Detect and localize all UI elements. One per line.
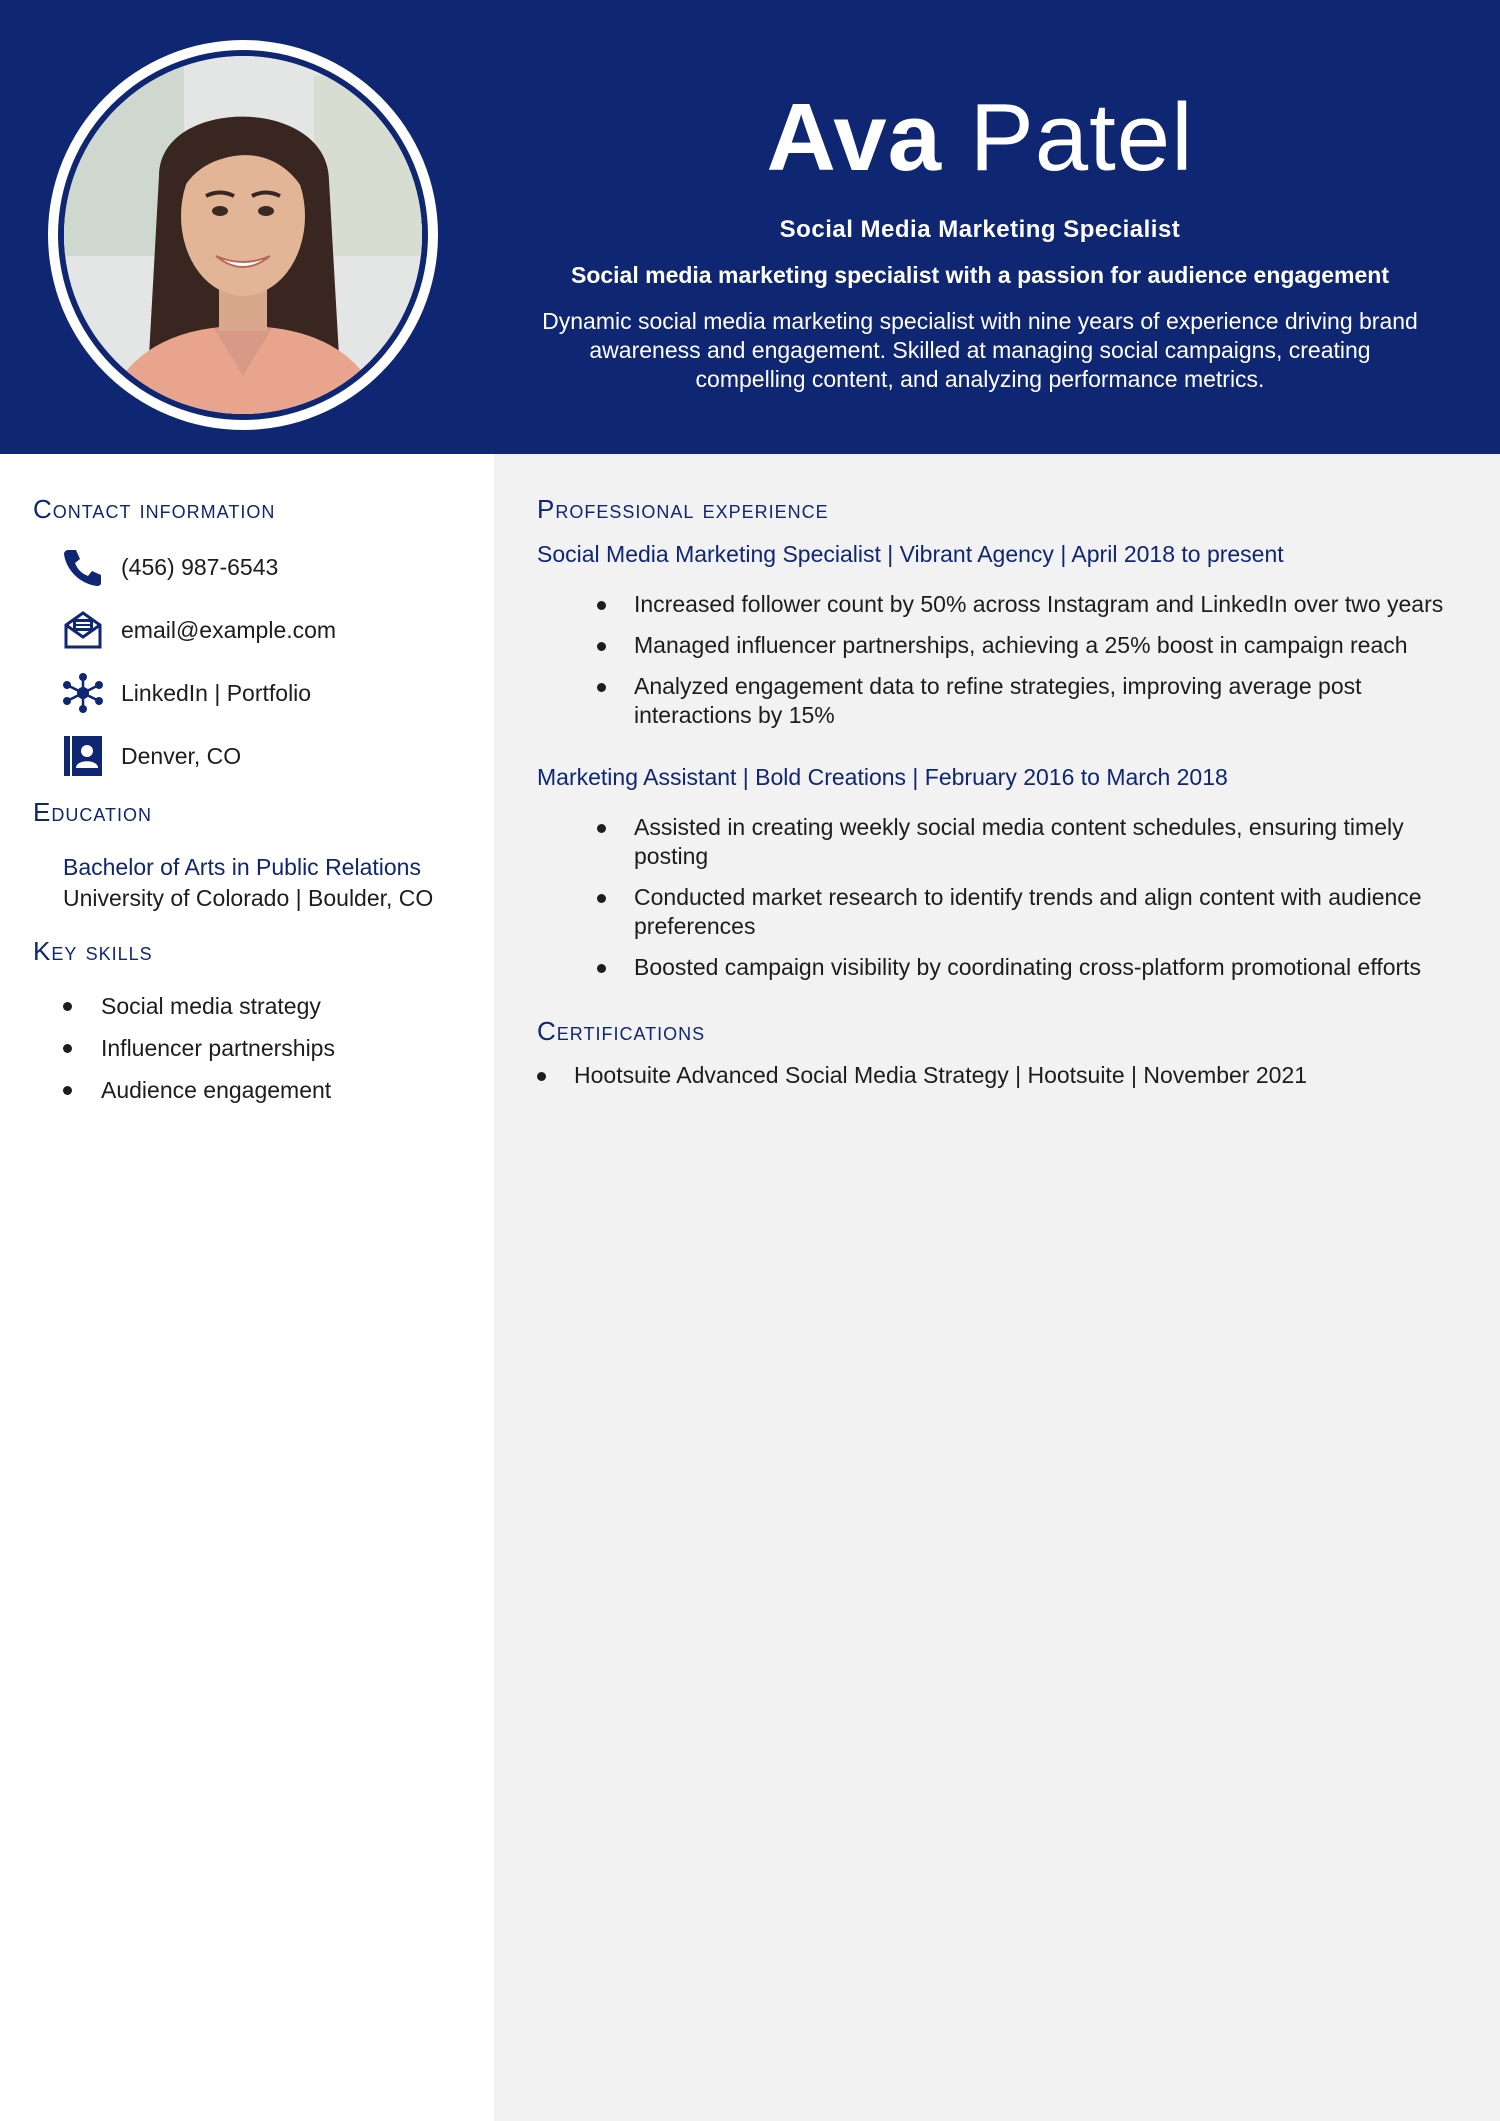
phone-icon bbox=[61, 545, 105, 589]
links-text[interactable]: LinkedIn | Portfolio bbox=[121, 679, 312, 706]
skill-item: Social media strategy bbox=[33, 985, 473, 1027]
job-title: Social Media Marketing Specialist bbox=[779, 216, 1181, 243]
job-heading: Social Media Marketing Specialist | Vibrant Agency | April 2018 to present bbox=[537, 541, 1284, 567]
job-bullet: Increased follower count by 50% across Instagram and LinkedIn over two years bbox=[537, 590, 1457, 619]
header-text bbox=[540, 80, 1420, 394]
candidate-name bbox=[540, 80, 1420, 196]
education-section-title: Education bbox=[33, 797, 153, 827]
job-bullet: Managed influencer partnerships, achieving a 25% boost in campaign reach bbox=[537, 631, 1457, 660]
job-bullet: Boosted campaign visibility by coordinating cross-platform promotional efforts bbox=[537, 953, 1457, 982]
main-column bbox=[537, 494, 1457, 1090]
contact-list bbox=[33, 545, 473, 778]
skill-item: Influencer partnerships bbox=[33, 1027, 473, 1069]
contact-email bbox=[33, 608, 473, 652]
email-address: email@example.com bbox=[121, 616, 337, 643]
job-bullets bbox=[537, 813, 1457, 982]
contact-card-icon bbox=[61, 734, 105, 778]
contact-section-title: Contact information bbox=[33, 494, 276, 524]
portrait-illustration bbox=[64, 56, 422, 414]
skills-section-title: Key skills bbox=[33, 936, 153, 966]
education-entry bbox=[63, 852, 473, 914]
certifications-list bbox=[537, 1061, 1457, 1090]
header-banner bbox=[0, 0, 1500, 454]
degree: Bachelor of Arts in Public Relations bbox=[63, 854, 421, 880]
network-icon bbox=[61, 671, 105, 715]
job-heading: Marketing Assistant | Bold Creations | February 2016 to March 2018 bbox=[537, 764, 1228, 790]
skill-item: Audience engagement bbox=[33, 1069, 473, 1111]
job-bullets bbox=[537, 590, 1457, 730]
certification-item: Hootsuite Advanced Social Media Strategy | Hootsuite | November 2021 bbox=[537, 1061, 1457, 1090]
job-bullet: Assisted in creating weekly social media content schedules, ensuring timely posting bbox=[537, 813, 1457, 871]
profile-photo-frame bbox=[48, 40, 438, 430]
location-text: Denver, CO bbox=[121, 742, 242, 769]
contact-links bbox=[33, 671, 473, 715]
phone-number: (456) 987-6543 bbox=[121, 553, 279, 580]
tagline: Social media marketing specialist with a passion for audience engagement bbox=[570, 262, 1390, 288]
contact-location bbox=[33, 734, 473, 778]
school: University of Colorado | Boulder, CO bbox=[63, 885, 434, 911]
contact-phone bbox=[33, 545, 473, 589]
job-bullet: Conducted market research to identify trends and align content with audience preferences bbox=[537, 883, 1457, 941]
sidebar bbox=[33, 494, 473, 1111]
last-name: Patel bbox=[969, 84, 1194, 191]
profile-photo bbox=[64, 56, 422, 414]
summary: Dynamic social media marketing specialist with nine years of experience driving brand awareness and engagement. Skilled at managing social campaigns, creating compelling content, and analyzing performance metrics. bbox=[542, 308, 1418, 392]
skills-list bbox=[33, 985, 473, 1111]
experience-section-title: Professional experience bbox=[537, 494, 829, 524]
envelope-icon bbox=[61, 608, 105, 652]
job-bullet: Analyzed engagement data to refine strategies, improving average post interactions by 15% bbox=[537, 672, 1457, 730]
first-name: Ava bbox=[766, 84, 943, 191]
certifications-section-title: Certifications bbox=[537, 1016, 706, 1046]
